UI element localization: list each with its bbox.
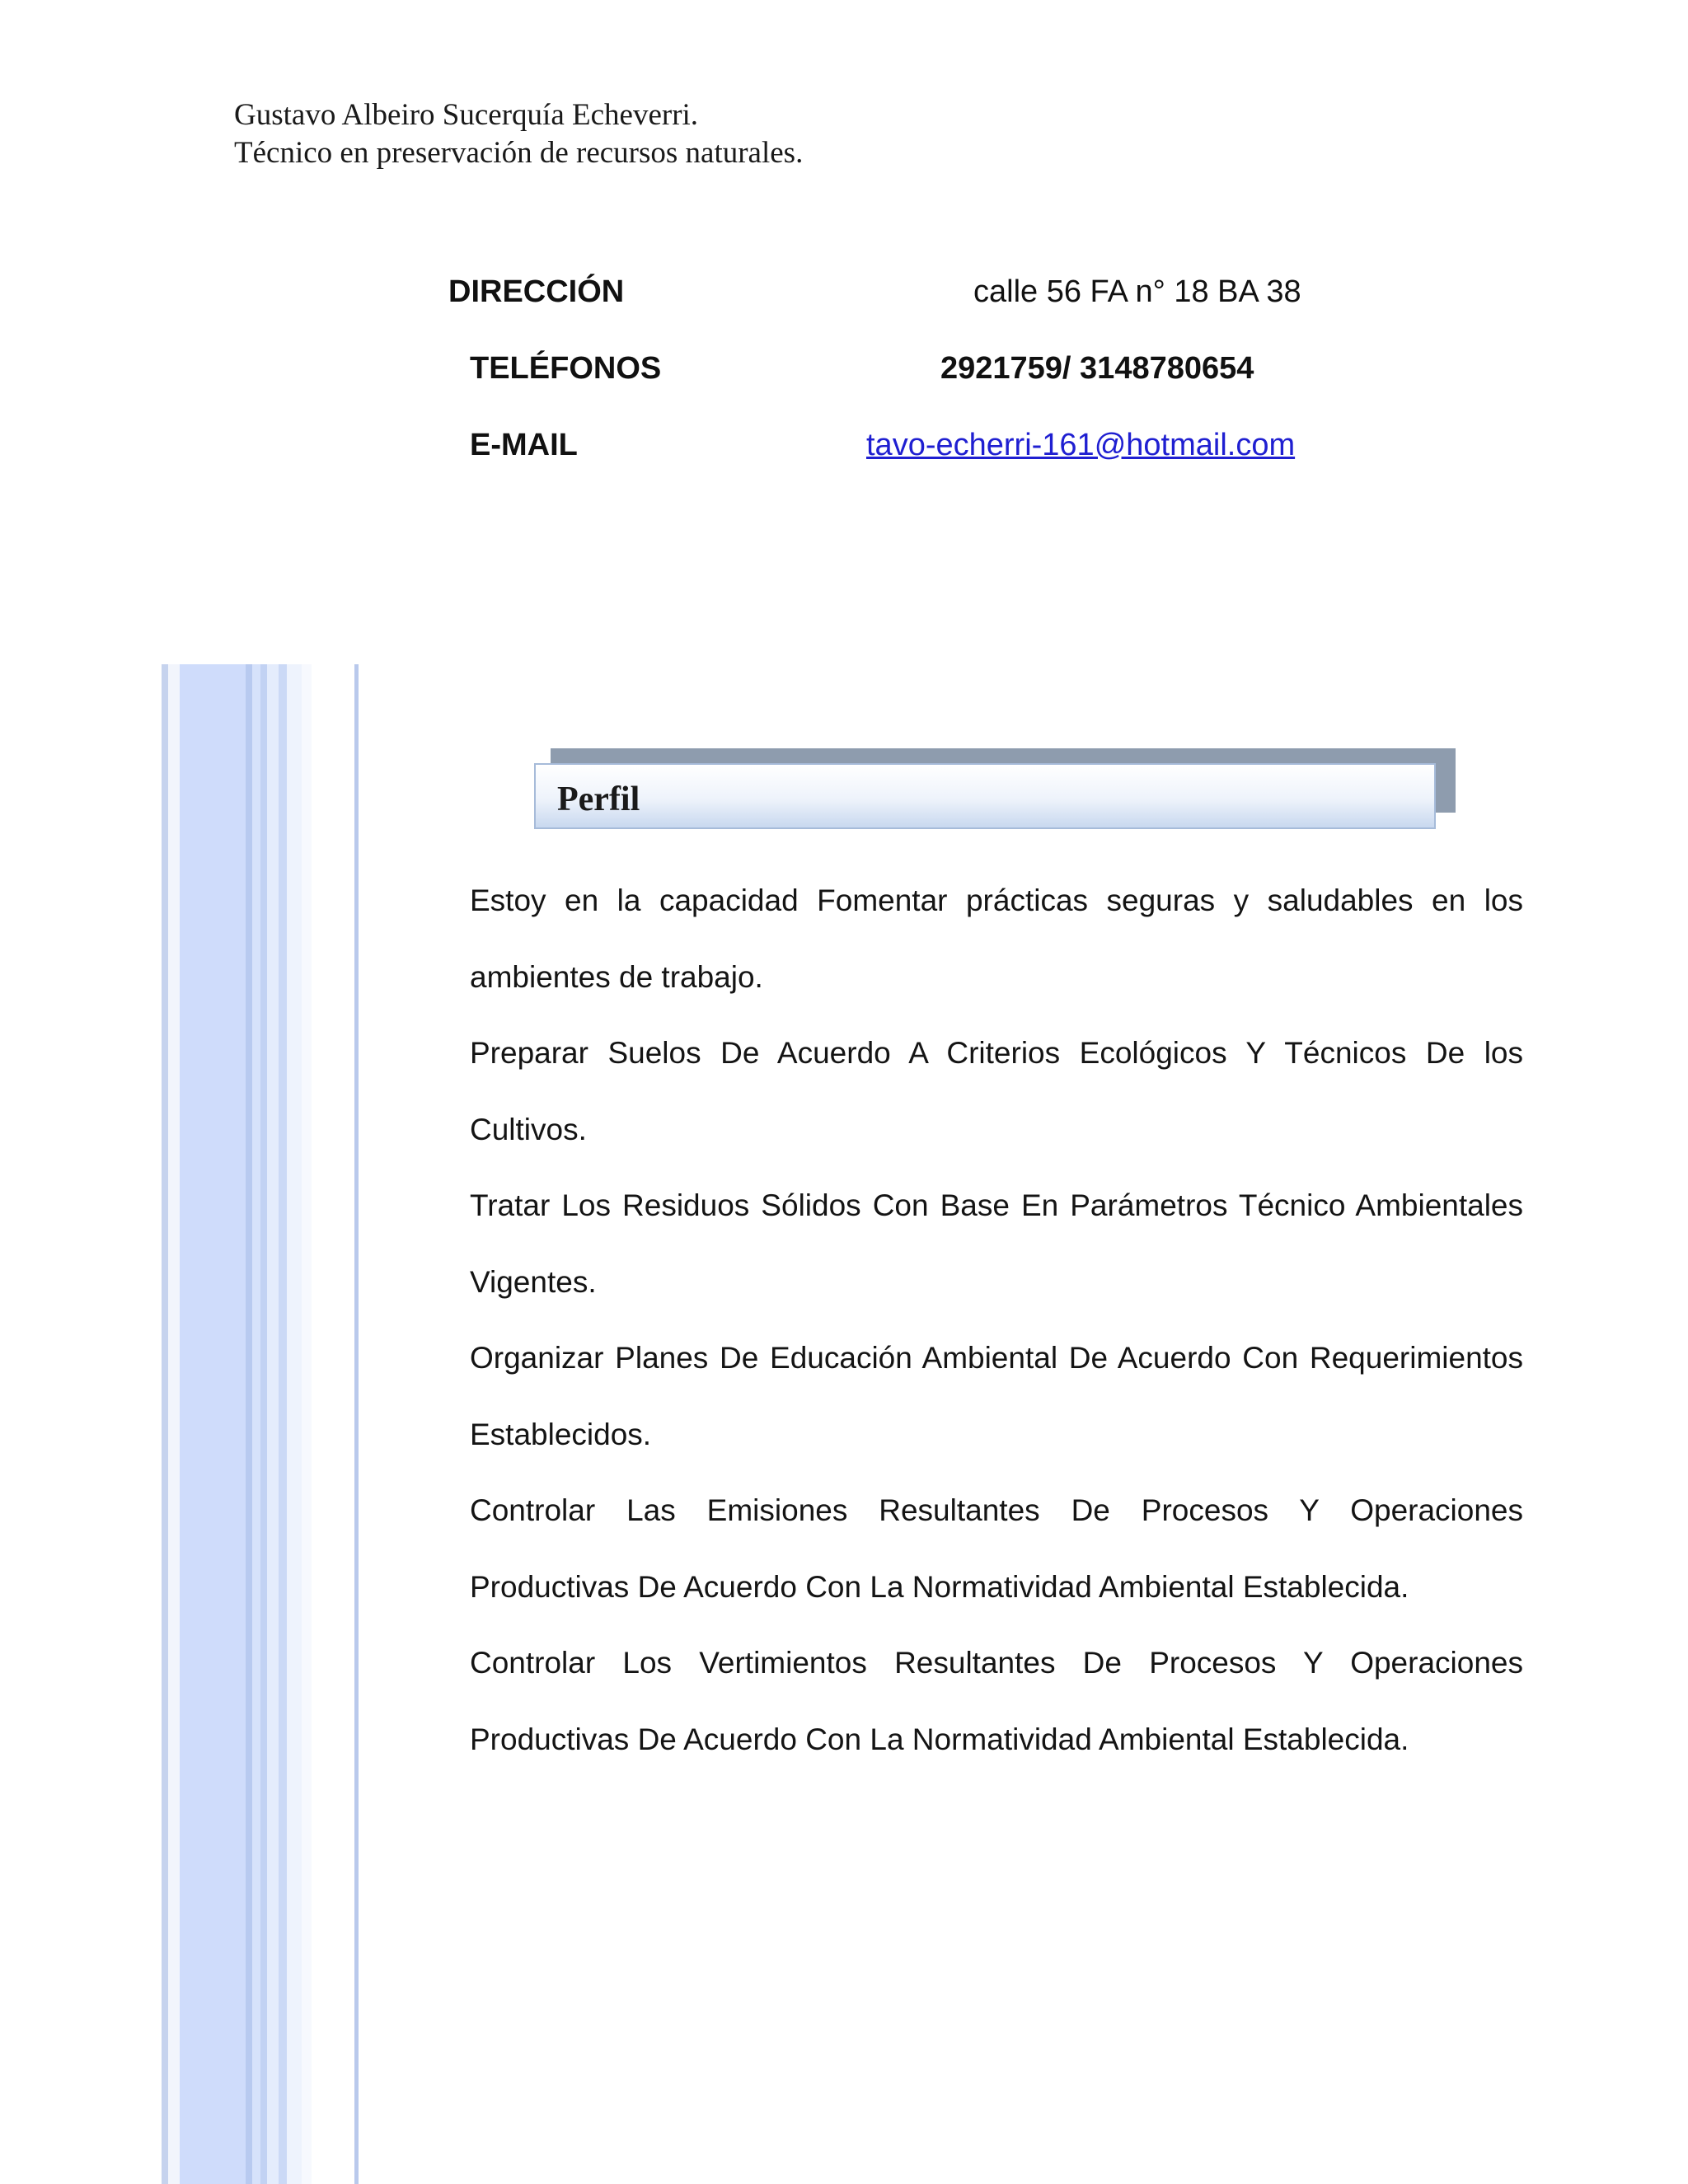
profile-paragraph: Tratar Los Residuos Sólidos Con Base En Parámetros Técnico Ambientales Vigentes. bbox=[470, 1188, 1523, 1299]
email-link[interactable]: tavo-echerri-161@hotmail.com bbox=[866, 428, 1296, 462]
stripe bbox=[260, 664, 267, 2184]
profile-paragraph: Organizar Planes De Educación Ambiental De Acuerdo Con Requerimientos Establecidos. bbox=[470, 1341, 1523, 1451]
stripe bbox=[279, 664, 287, 2184]
email-label: E-MAIL bbox=[470, 428, 578, 462]
profile-paragraph: Controlar Los Vertimientos Resultantes De Procesos Y Operaciones Productivas De Acuerdo Con La Normatividad Ambiental Establecida. bbox=[470, 1646, 1523, 1756]
phone-value: 2921759/ 3148780654 bbox=[940, 351, 1254, 386]
stripe bbox=[162, 664, 168, 2184]
profile-paragraph: Preparar Suelos De Acuerdo A Criterios Ecológicos Y Técnicos De los Cultivos. bbox=[470, 1036, 1523, 1146]
address-value: calle 56 FA n° 18 BA 38 bbox=[973, 274, 1301, 309]
stripe bbox=[287, 664, 302, 2184]
address-label: DIRECCIÓN bbox=[448, 274, 625, 309]
stripe bbox=[267, 664, 279, 2184]
section-heading-box bbox=[534, 763, 1436, 829]
stripe bbox=[168, 664, 180, 2184]
stripe bbox=[354, 664, 359, 2184]
stripe bbox=[252, 664, 260, 2184]
candidate-title: Técnico en preservación de recursos naturales. bbox=[234, 136, 804, 170]
profile-paragraph: Estoy en la capacidad Fomentar prácticas seguras y saludables en los ambientes de trabajo. bbox=[470, 883, 1523, 994]
candidate-name: Gustavo Albeiro Sucerquía Echeverri. bbox=[234, 98, 699, 132]
section-heading: Perfil bbox=[557, 780, 640, 818]
stripe bbox=[180, 664, 246, 2184]
decorative-side-stripes bbox=[162, 664, 361, 2184]
profile-paragraph: Controlar Las Emisiones Resultantes De Procesos Y Operaciones Productivas De Acuerdo Con La Normatividad Ambiental Establecida. bbox=[470, 1493, 1523, 1604]
stripe bbox=[246, 664, 252, 2184]
profile-text bbox=[470, 863, 1523, 1778]
stripe bbox=[302, 664, 312, 2184]
phone-label: TELÉFONOS bbox=[470, 351, 662, 386]
